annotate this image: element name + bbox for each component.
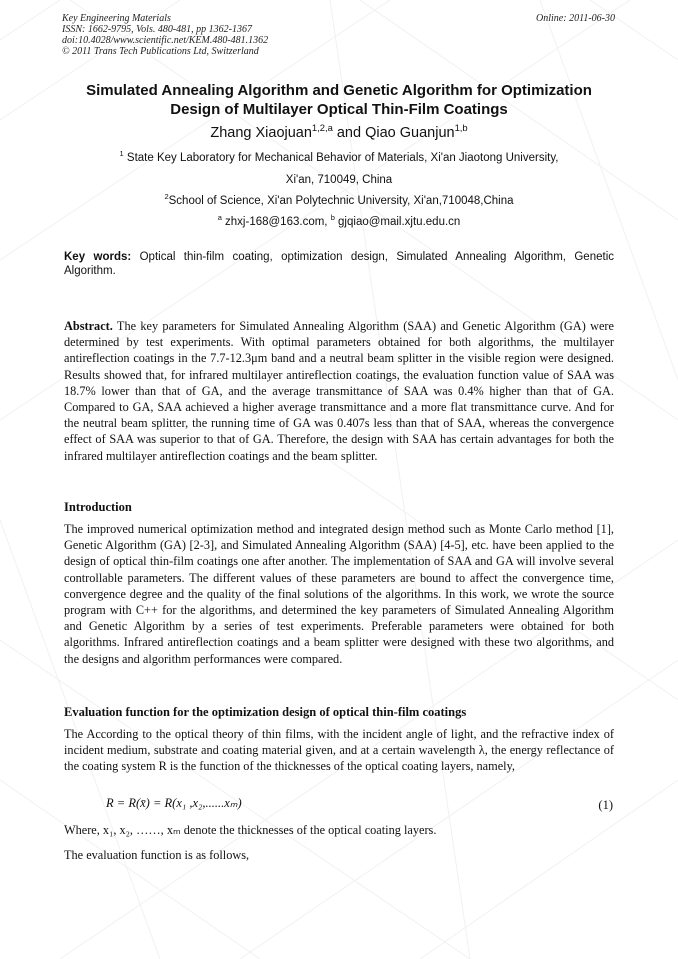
copyright-line: © 2011 Trans Tech Publications Ltd, Switzerland [62,46,259,57]
evaluation-paragraph: The According to the optical theory of thin films, with the incident angle of light, and the refractive index of incident medium, substrate and coating material given, and at a certain wavelength λ, the energy reflectance of the coating system R is the function of the thicknesses of the optical coating layers, namely, [64,727,614,774]
online-date: Online: 2011-06-30 [536,13,615,24]
author-conjunction: and [332,125,366,141]
section-heading-introduction: Introduction [64,500,132,514]
journal-header [62,13,268,57]
keywords-text: Optical thin-film coating, optimization design, Simulated Annealing Algorithm, Genetic Algorithm. [64,251,614,277]
keywords-label: Key words: [64,251,132,263]
where-line: Where, x₁, x₂, ……, xₘ denote the thicknesses of the optical coating layers. [64,823,437,837]
evaluation-intro-line: The evaluation function is as follows, [64,848,250,862]
abstract-label: Abstract. [64,319,113,333]
email-marker: b [330,213,335,223]
abstract [64,318,614,464]
introduction-paragraph: The improved numerical optimization method and integrated design method such as Monte Carlo method [1], Genetic Algorithm (GA) [2-3], and Simulated Annealing Algorithm (SAA) [4-5], etc. have been applied to the design of optical thin-film coatings one after another. The implementation of SAA and GA will involve several controllable parameters. The different values of these parameters are bound to affect the convergence time, convergence degree and the quality of the final solutions of the algorithms. In this work, we wrote the source program with C++ for the algorithms, and determined the key parameters of Simulated Annealing Algorithm and Genetic Algorithm by a series of test experiments. Preferable parameters were obtained for both algorithms. Infrared antireflection coatings and a beam splitter were designed with these two algorithms, and the designs and algorithm performances were compared. [64,522,614,666]
author-name: Zhang Xiaojuan [210,125,312,141]
equation-number: (1) [598,798,613,812]
keywords [64,250,614,278]
email-address: zhxj-168@163.com, [221,216,331,228]
equation-1: R = R(x̄) = R(x₁ ,x₂,......xₘ) [106,796,242,810]
affiliation-text: School of Science, Xi'an Polytechnic University, Xi'an,710048,China [168,195,514,207]
email-marker: a [217,213,222,223]
issn-line: ISSN: 1662-9795, Vols. 480-481, pp 1362-1367 [62,24,252,35]
email-address: gjqiao@mail.xjtu.edu.cn [334,216,461,228]
author-affiliation-marker: 1,b [454,122,468,134]
abstract-text: The key parameters for Simulated Annealing Algorithm (SAA) and Genetic Algorithm (GA) were determined by test experiments. With optimal parameters obtained for both algorithms, the multilayer antireflection coatings in the 7.7-12.3μm band and a neutral beam splitter in the visible region were designed. Results showed that, for infrared multilayer antireflection coatings, the evaluation function value of SAA was 18.7% lower than that of GA, and the average transmittance of SAA was 0.4% higher than that of GA. Compared to GA, SAA achieved a higher average transmittance and a more flat transmittance curve. And for the neutral beam splitter, the running time of GA was 0.407s less than that of SAA, whereas the convergence effect of SAA was superior to that of GA. Therefore, the design with SAA has certain advantages for both the infrared multilayer antireflection coatings and the beam splitter. [64,319,614,463]
affiliation-text: State Key Laboratory for Mechanical Behavior of Materials, Xi'an Jiaotong University, [123,152,559,164]
affiliation-1-city: Xi'an, 710049, China [285,174,393,186]
journal-name: Key Engineering Materials [62,13,171,24]
author-name: Qiao Guanjun [365,125,455,141]
email-line [62,215,616,229]
author-affiliation-marker: 1,2,a [311,122,333,134]
affiliation-1 [62,151,616,165]
author-line [62,124,616,142]
affiliation-marker: 2 [164,192,169,202]
affiliation-2 [62,194,616,208]
section-heading-evaluation-function: Evaluation function for the optimization design of optical thin-film coatings [64,705,467,719]
affiliation-marker: 1 [119,149,124,159]
doi-line: doi:10.4028/www.scientific.net/KEM.480-481.1362 [62,35,269,46]
paper-title: Simulated Annealing Algorithm and Genetic Algorithm for Optimization Design of Multilayer Optical Thin-Film Coatings [86,82,592,118]
